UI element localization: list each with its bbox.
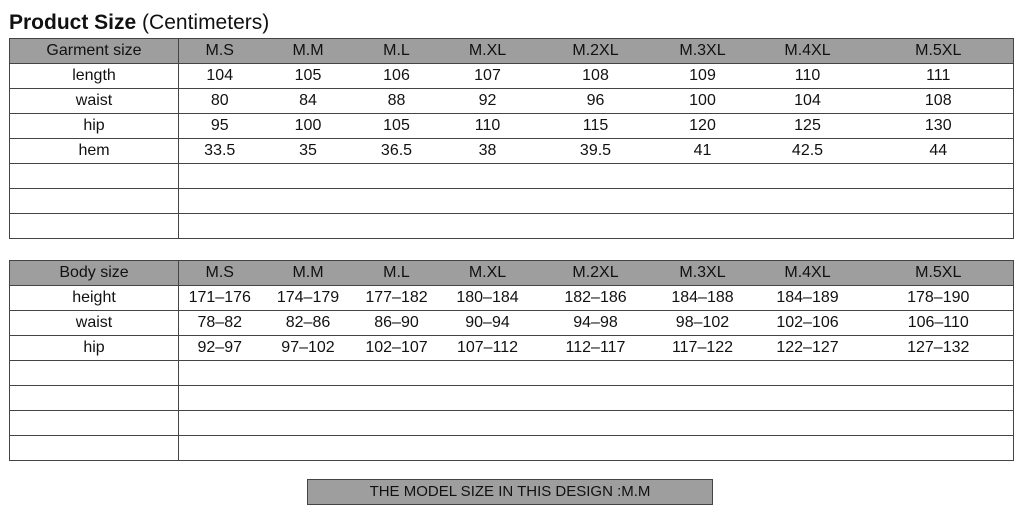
table-cell: 180–184 [438,286,538,311]
table-cell: 117–122 [654,336,752,361]
table-cell: 82–86 [261,311,356,336]
table-row [10,114,1014,139]
size-header: M.S [179,39,261,64]
table-cell: 184–189 [752,286,864,311]
row-label: waist [10,89,179,114]
table-row [10,336,1014,361]
table-row [10,311,1014,336]
table-cell: 92 [438,89,538,114]
table-cell: 102–106 [752,311,864,336]
table-cell: 177–182 [356,286,438,311]
size-header: M.5XL [864,261,1014,286]
table-cell: 111 [864,64,1014,89]
size-header: M.2XL [538,261,654,286]
page-title [9,10,269,36]
table-cell: 130 [864,114,1014,139]
row-label: hip [10,336,179,361]
garment-header-row [10,39,1014,64]
table-cell: 36.5 [356,139,438,164]
body-header-row [10,261,1014,286]
empty-row [10,361,1014,386]
table-cell: 105 [261,64,356,89]
table-row [10,64,1014,89]
table-cell: 94–98 [538,311,654,336]
table-cell: 125 [752,114,864,139]
table-cell: 109 [654,64,752,89]
model-size-note: THE MODEL SIZE IN THIS DESIGN :M.M [307,479,713,505]
table-cell: 171–176 [179,286,261,311]
table-cell: 174–179 [261,286,356,311]
table-cell: 39.5 [538,139,654,164]
table-row [10,139,1014,164]
table-cell: 108 [864,89,1014,114]
size-header: M.4XL [752,39,864,64]
table-cell: 178–190 [864,286,1014,311]
table-cell: 95 [179,114,261,139]
table-cell: 44 [864,139,1014,164]
table-cell: 100 [261,114,356,139]
table-cell: 122–127 [752,336,864,361]
row-label: waist [10,311,179,336]
title-main: Product Size [9,11,137,34]
table-cell: 104 [179,64,261,89]
row-label: height [10,286,179,311]
table-cell: 98–102 [654,311,752,336]
table-cell: 78–82 [179,311,261,336]
size-header: M.4XL [752,261,864,286]
table-cell: 35 [261,139,356,164]
table-cell: 84 [261,89,356,114]
empty-row [10,214,1014,239]
table-cell: 182–186 [538,286,654,311]
size-header: M.XL [438,261,538,286]
table-cell: 104 [752,89,864,114]
table-cell: 110 [752,64,864,89]
table-cell: 102–107 [356,336,438,361]
size-header: M.XL [438,39,538,64]
size-header: M.M [261,261,356,286]
table-cell: 38 [438,139,538,164]
size-header: M.3XL [654,261,752,286]
table-cell: 41 [654,139,752,164]
empty-row [10,436,1014,461]
table-cell: 88 [356,89,438,114]
body-header-label: Body size [10,261,179,286]
size-header: M.2XL [538,39,654,64]
row-label: hem [10,139,179,164]
table-cell: 80 [179,89,261,114]
title-unit: (Centimeters) [142,11,270,34]
row-label: hip [10,114,179,139]
table-cell: 86–90 [356,311,438,336]
empty-row [10,386,1014,411]
table-cell: 107 [438,64,538,89]
table-cell: 110 [438,114,538,139]
row-label: length [10,64,179,89]
empty-row [10,411,1014,436]
table-cell: 106–110 [864,311,1014,336]
table-cell: 92–97 [179,336,261,361]
table-cell: 97–102 [261,336,356,361]
table-cell: 96 [538,89,654,114]
table-cell: 105 [356,114,438,139]
table-cell: 108 [538,64,654,89]
garment-header-label: Garment size [10,39,179,64]
table-cell: 120 [654,114,752,139]
table-cell: 106 [356,64,438,89]
size-header: M.M [261,39,356,64]
table-cell: 127–132 [864,336,1014,361]
table-cell: 115 [538,114,654,139]
table-row [10,286,1014,311]
table-row [10,89,1014,114]
empty-row [10,189,1014,214]
empty-row [10,164,1014,189]
table-cell: 184–188 [654,286,752,311]
size-header: M.L [356,39,438,64]
size-header: M.3XL [654,39,752,64]
size-header: M.L [356,261,438,286]
body-size-table [9,260,1014,461]
table-cell: 90–94 [438,311,538,336]
garment-size-table [9,38,1014,239]
size-header: M.5XL [864,39,1014,64]
table-cell: 42.5 [752,139,864,164]
table-cell: 33.5 [179,139,261,164]
size-header: M.S [179,261,261,286]
table-cell: 112–117 [538,336,654,361]
table-cell: 107–112 [438,336,538,361]
table-cell: 100 [654,89,752,114]
